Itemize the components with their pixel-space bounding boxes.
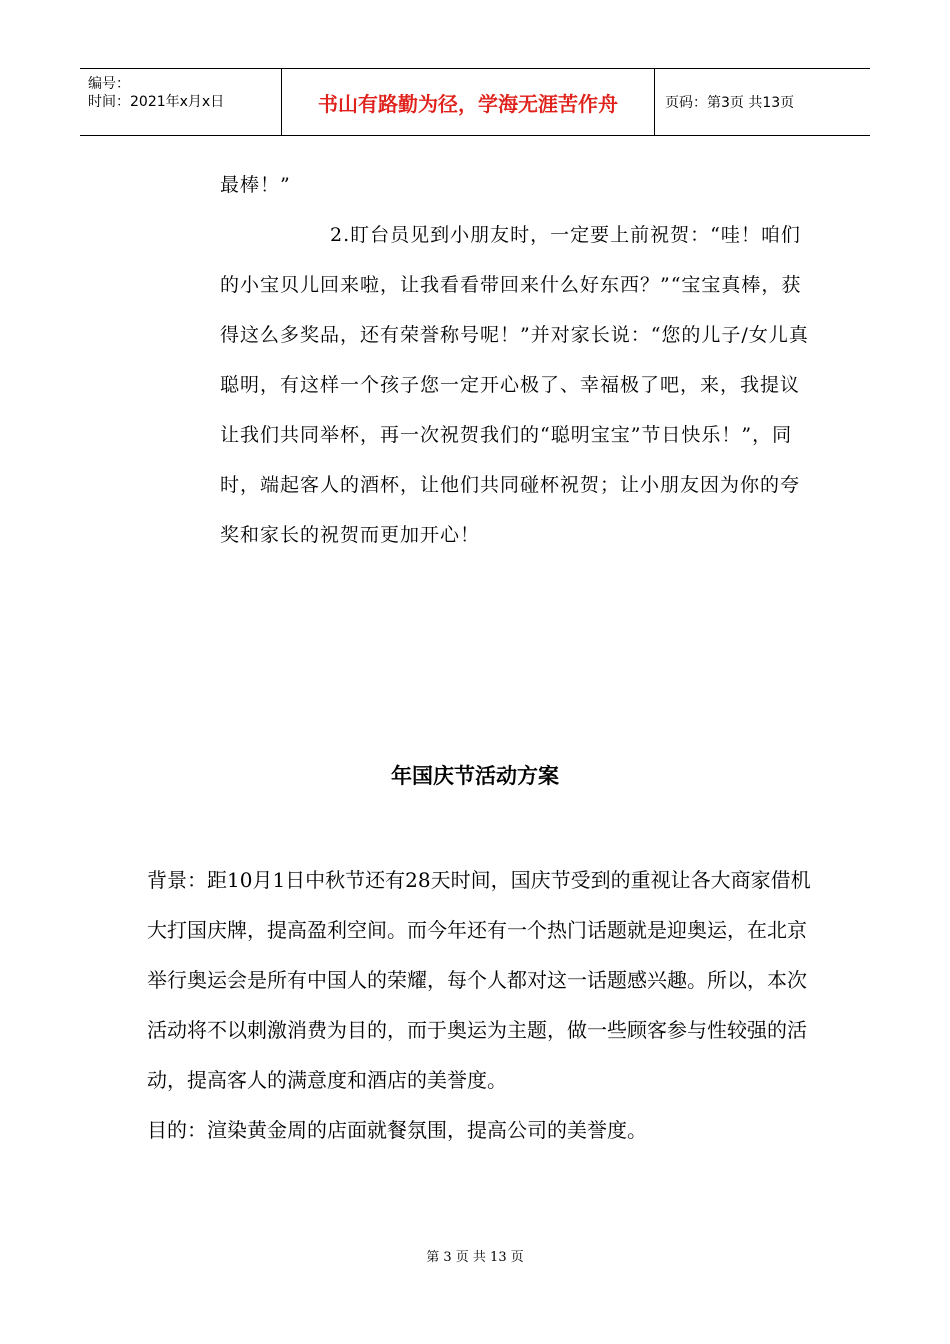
header-motto: 书山有路勤为径，学海无涯苦作舟 (282, 69, 655, 135)
page-header (80, 68, 870, 136)
page-footer: 第 3 页 共 13 页 (426, 1250, 524, 1265)
header-number-label: 编号： (88, 76, 130, 92)
purpose-paragraph: 目的：渲染黄金周的店面就餐氛围，提高公司的美誉度。 (147, 1118, 647, 1142)
section1-first-line: 最棒！” (220, 174, 291, 196)
header-time-label: 时间：2021年x月x日 (88, 94, 225, 110)
document-title: 年国庆节活动方案 (391, 764, 559, 788)
section1-body (220, 160, 810, 560)
header-page-info: 页码：第3页 共13页 (665, 95, 795, 111)
section1-paragraph: 2.盯台员见到小朋友时，一定要上前祝贺：“哇！咱们的小宝贝儿回来啦，让我看看带回来什么好东西？”“宝宝真棒，获得这么多奖品，还有荣誉称号呢！”并对家长说：“您的儿子/女儿真聪明，有这样一个孩子您一定开心极了、幸福极了吧，来，我提议让我们共同举杯，再一次祝贺我们的“聪明宝宝”节日快乐！”，同时，端起客人的酒杯，让他们共同碰杯祝贺；让小朋友因为你的夸奖和家长的祝贺而更加开心！ (220, 224, 809, 546)
header-meta (80, 69, 282, 135)
background-paragraph: 背景：距10月1日中秋节还有28天时间，国庆节受到的重视让各大商家借机大打国庆牌，提高盈利空间。而今年还有一个热门话题就是迎奥运，在北京举行奥运会是所有中国人的荣耀，每个人都对这一话题感兴趣。所以，本次活动将不以刺激消费为目的，而于奥运为主题，做一些顾客参与性较强的活动，提高客人的满意度和酒店的美誉度。 (147, 868, 811, 1092)
section2-body (147, 855, 815, 1155)
